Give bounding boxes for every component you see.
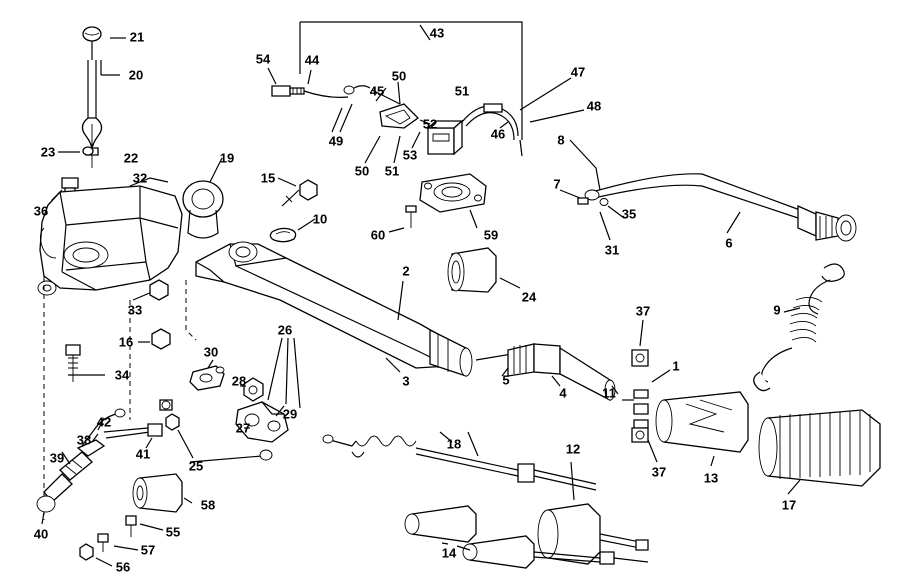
callout-33: 33 (127, 302, 143, 318)
callout-14: 14 (441, 545, 457, 561)
callout-57: 57 (140, 542, 156, 558)
callout-49: 49 (328, 133, 344, 149)
callout-4: 4 (559, 385, 567, 401)
callout-34: 34 (114, 367, 130, 383)
callout-52: 52 (422, 116, 438, 132)
callout-16: 16 (118, 334, 134, 350)
callout-28: 28 (231, 373, 247, 389)
part-15-10-bolt (270, 178, 317, 242)
callout-38: 38 (76, 432, 92, 448)
callout-13: 13 (703, 470, 719, 486)
callout-21: 21 (129, 29, 145, 45)
callout-9: 9 (773, 302, 781, 318)
part-2-tiller-arm (196, 242, 472, 376)
callout-18: 18 (446, 436, 462, 452)
callout-58: 58 (200, 497, 216, 513)
part-6-7-8-cable-arm (560, 140, 856, 241)
part-12-cylinder (538, 462, 648, 564)
part-26-30-28-29-27-clamps (160, 338, 300, 462)
part-58-bushing (133, 474, 192, 512)
part-54-44-connector-lead (268, 68, 348, 97)
callout-11: 11 (602, 385, 616, 401)
callout-50-top: 50 (391, 68, 407, 84)
callout-7: 7 (553, 176, 561, 192)
callout-47: 47 (570, 64, 586, 80)
callout-37-lower: 37 (651, 464, 667, 480)
callout-8: 8 (557, 132, 565, 148)
callout-20: 20 (128, 67, 144, 83)
callout-17: 17 (781, 497, 797, 513)
callout-2: 2 (402, 263, 410, 279)
callout-51-top: 51 (454, 83, 470, 99)
part-17-ribbed-grip (759, 410, 880, 494)
callout-50-bottom: 50 (354, 163, 370, 179)
callout-59: 59 (483, 227, 499, 243)
callout-30: 30 (203, 344, 219, 360)
callout-54: 54 (255, 51, 271, 67)
callout-39: 39 (49, 450, 65, 466)
callout-25: 25 (188, 458, 204, 474)
callout-32: 32 (132, 170, 148, 186)
callout-46: 46 (490, 126, 506, 142)
callout-22: 22 (123, 150, 139, 166)
callout-55: 55 (165, 524, 181, 540)
callout-60: 60 (370, 227, 386, 243)
callout-44: 44 (304, 52, 320, 68)
callout-31: 31 (604, 242, 620, 258)
part-24-collar (448, 248, 520, 292)
callout-6: 6 (725, 235, 733, 251)
callout-19: 19 (219, 150, 235, 166)
callout-27: 27 (235, 420, 251, 436)
callout-26: 26 (277, 322, 293, 338)
callout-24: 24 (521, 289, 537, 305)
callout-29: 29 (282, 406, 298, 422)
callout-43: 43 (429, 25, 445, 41)
part-13-grip-sleeve (656, 392, 748, 466)
callout-5: 5 (502, 372, 510, 388)
part-46-47-48-cable (462, 78, 584, 156)
callout-40: 40 (33, 526, 49, 542)
callout-23: 23 (40, 144, 56, 160)
callout-48: 48 (586, 98, 602, 114)
part-59-60-mount-plate (389, 174, 486, 232)
part-32-swivel-bracket (38, 178, 182, 295)
callout-15: 15 (260, 170, 276, 186)
part-19-knob (183, 158, 223, 238)
callout-41: 41 (135, 446, 151, 462)
callout-12: 12 (565, 441, 581, 457)
callout-1: 1 (672, 358, 680, 374)
callout-51-bottom: 51 (384, 163, 400, 179)
callout-36: 36 (33, 203, 49, 219)
callout-35: 35 (621, 206, 637, 222)
callout-3: 3 (402, 373, 410, 389)
callout-53: 53 (402, 147, 418, 163)
part-9-coil-spring (754, 264, 845, 391)
callout-10: 10 (312, 211, 328, 227)
part-55-57-56-screws (80, 516, 163, 566)
callout-45: 45 (369, 83, 385, 99)
callout-37-upper: 37 (635, 303, 651, 319)
callout-42: 42 (96, 414, 112, 430)
callout-56: 56 (115, 559, 131, 575)
